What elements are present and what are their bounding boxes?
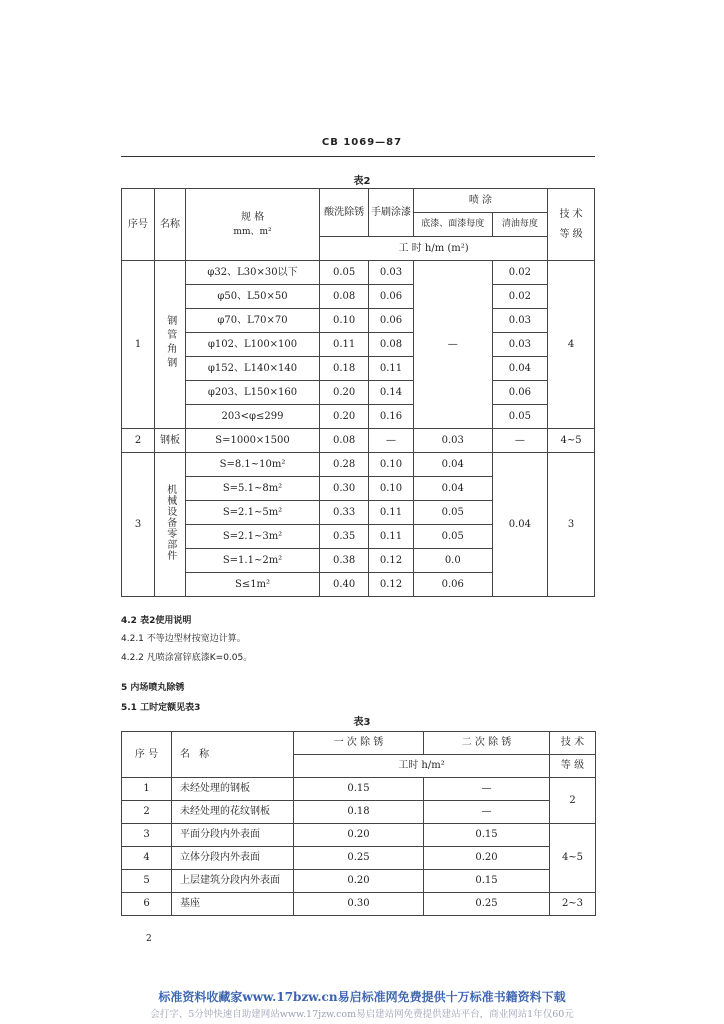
t3-grade-6: 2~3 <box>550 893 596 916</box>
t2-cell: 0.04 <box>413 453 492 477</box>
t2-cell: 0.18 <box>320 357 369 381</box>
t2-cell: — <box>492 429 547 453</box>
t2-spec-header <box>185 189 319 261</box>
t3-grade-3-5: 4~5 <box>550 824 596 893</box>
t3-cell: 1 <box>122 778 172 801</box>
table-row <box>122 261 595 285</box>
t3-cell: — <box>424 801 550 824</box>
t3-name-header: 名 称 <box>172 732 294 778</box>
table3-caption: 表3 <box>353 717 371 728</box>
t2-cell: 0.08 <box>320 285 369 309</box>
t2-g1-seq: 1 <box>122 261 155 429</box>
page-number: 2 <box>146 934 152 944</box>
note-4-2: 4.2 表2使用说明 <box>121 616 192 626</box>
table-row <box>122 357 595 381</box>
t2-cell: 0.28 <box>320 453 369 477</box>
t3-cell: 4 <box>122 847 172 870</box>
t2-cell: 0.05 <box>413 501 492 525</box>
table-row <box>122 778 596 801</box>
t2-cell: 0.05 <box>320 261 369 285</box>
t2-cell: φ102、L100×100 <box>185 333 319 357</box>
t2-cell: 0.06 <box>369 285 414 309</box>
t2-g1-spray: — <box>413 261 492 429</box>
t2-g3-seq: 3 <box>122 453 155 597</box>
t3-cell: 未经处理的钢板 <box>172 778 294 801</box>
t2-grade-label: 等 级 <box>559 228 583 240</box>
t3-cell: 未经处理的花纹钢板 <box>172 801 294 824</box>
t3-cell: 0.30 <box>294 893 424 916</box>
t3-cell: 0.15 <box>424 870 550 893</box>
t2-cell: 0.06 <box>413 573 492 597</box>
t2-cell: S=2.1~3m² <box>185 525 319 549</box>
table2 <box>121 188 595 597</box>
t2-spray-sub1: 底漆、面漆每度 <box>413 213 492 237</box>
t2-cell: 0.11 <box>369 525 414 549</box>
header-rule <box>121 156 595 157</box>
table-row <box>122 405 595 429</box>
table-row <box>122 429 595 453</box>
t2-g2-name: 钢板 <box>155 429 186 453</box>
t3-cell: — <box>424 778 550 801</box>
t2-cell: 0.06 <box>492 381 547 405</box>
t2-spray-sub2: 清油每度 <box>492 213 547 237</box>
t2-cell: — <box>369 429 414 453</box>
t2-cell: 0.03 <box>492 309 547 333</box>
t2-tech-label: 技 术 <box>559 209 583 220</box>
t2-spray-header: 喷 涂 <box>413 189 547 213</box>
table-row <box>122 309 595 333</box>
t3-tech-header: 技 术 <box>550 732 596 755</box>
note-4-2-1: 4.2.1 不等边型材按宽边计算。 <box>121 634 246 644</box>
t3-cell: 0.20 <box>294 870 424 893</box>
t2-cell: 0.03 <box>413 429 492 453</box>
t2-cell: S=8.1~10m² <box>185 453 319 477</box>
t2-cell: 0.06 <box>369 309 414 333</box>
t3-cell: 0.20 <box>294 824 424 847</box>
t2-cell: φ70、L70×70 <box>185 309 319 333</box>
table-row <box>122 453 595 477</box>
t3-cell: 0.15 <box>294 778 424 801</box>
t2-g2-grade: 4~5 <box>548 429 595 453</box>
t3-seq-header: 序 号 <box>122 732 172 778</box>
t2-g3-name <box>155 453 186 597</box>
t2-acid-header: 酸洗除锈 <box>320 189 369 237</box>
t2-name-header: 名称 <box>155 189 186 261</box>
table-row <box>122 893 596 916</box>
t3-grade-header: 等 级 <box>550 755 596 778</box>
t2-cell: 0.38 <box>320 549 369 573</box>
table2-caption: 表2 <box>353 176 371 187</box>
t2-cell: 0.10 <box>369 477 414 501</box>
t2-cell: 0.20 <box>320 381 369 405</box>
t2-cell: 0.03 <box>369 261 414 285</box>
t2-seq-header: 序号 <box>122 189 155 261</box>
t2-cell: 0.11 <box>369 501 414 525</box>
t3-cell: 3 <box>122 824 172 847</box>
footer-line-1: 标准资料收藏家www.17bzw.cn易启标准网免费提供十万标准书籍资料下载 <box>158 990 566 1004</box>
t2-cell: S≤1m² <box>185 573 319 597</box>
t2-cell: 0.16 <box>369 405 414 429</box>
footer-line-2: 会打字、5分钟快速自助建网站www.17jzw.com易启建站网免费提供建站平台，商业网站1年仅60元 <box>150 1009 574 1020</box>
t2-cell: 0.14 <box>369 381 414 405</box>
table3 <box>121 731 596 916</box>
t2-cell: S=1000×1500 <box>185 429 319 453</box>
t2-cell: 0.10 <box>320 309 369 333</box>
table-row <box>122 285 595 309</box>
t2-unit-row: 工 时 h/m (m²) <box>320 237 548 261</box>
t2-cell: 0.12 <box>369 573 414 597</box>
t2-cell: 0.08 <box>320 429 369 453</box>
t3-cell: 上层建筑分段内外表面 <box>172 870 294 893</box>
t2-cell: 0.30 <box>320 477 369 501</box>
t2-g1-grade: 4 <box>548 261 595 429</box>
t2-cell: φ152、L140×140 <box>185 357 319 381</box>
t3-cell: 基座 <box>172 893 294 916</box>
t2-cell: 0.10 <box>369 453 414 477</box>
table-row <box>122 381 595 405</box>
document-header: CB 1069—87 <box>321 137 403 148</box>
table-row <box>122 333 595 357</box>
t3-cell: 平面分段内外表面 <box>172 824 294 847</box>
t3-cell: 5 <box>122 870 172 893</box>
t2-cell: 0.04 <box>492 357 547 381</box>
t3-second-header: 二 次 除 锈 <box>424 732 550 755</box>
t2-cell: 0.03 <box>492 333 547 357</box>
t2-hand-header: 手刷涂漆 <box>369 189 414 237</box>
t2-g3-oil: 0.04 <box>492 453 547 597</box>
t3-cell: 0.25 <box>294 847 424 870</box>
t2-g1-name-text: 钢管角钢 <box>164 314 176 371</box>
t2-cell: 0.02 <box>492 285 547 309</box>
note-4-2-2: 4.2.2 凡喷涂富锌底漆K=0.05。 <box>121 653 253 663</box>
t2-cell: S=1.1~2m² <box>185 549 319 573</box>
t2-cell: φ32、L30×30以下 <box>185 261 319 285</box>
t2-spec-label: 规 格 <box>240 211 265 223</box>
t3-cell: 0.25 <box>424 893 550 916</box>
t3-cell: 0.18 <box>294 801 424 824</box>
t2-g3-name-text: 机械设备零部件 <box>164 484 176 562</box>
t2-cell: 0.04 <box>413 477 492 501</box>
t3-cell: 6 <box>122 893 172 916</box>
t2-g1-name <box>155 261 186 429</box>
t2-cell: 0.35 <box>320 525 369 549</box>
t2-cell: 0.02 <box>492 261 547 285</box>
t2-cell: 0.11 <box>369 357 414 381</box>
t2-cell: 0.05 <box>413 525 492 549</box>
t2-cell: 0.08 <box>369 333 414 357</box>
t2-cell: 0.40 <box>320 573 369 597</box>
t3-cell: 0.15 <box>424 824 550 847</box>
t2-cell: 0.12 <box>369 549 414 573</box>
table-row <box>122 824 596 847</box>
t2-g2-seq: 2 <box>122 429 155 453</box>
t3-first-header: 一 次 除 锈 <box>294 732 424 755</box>
t2-cell: 203<φ≤299 <box>185 405 319 429</box>
t2-cell: 0.11 <box>320 333 369 357</box>
t2-spec-unit: mm、m² <box>233 227 272 238</box>
t2-cell: φ50、L50×50 <box>185 285 319 309</box>
t2-cell: S=2.1~5m² <box>185 501 319 525</box>
table-row <box>122 870 596 893</box>
t2-cell: 0.33 <box>320 501 369 525</box>
t2-cell: 0.0 <box>413 549 492 573</box>
section-5: 5 内场喷丸除锈 <box>121 683 185 693</box>
t2-tech-header <box>548 189 595 261</box>
t2-cell: φ203、L150×160 <box>185 381 319 405</box>
t2-g3-grade: 3 <box>548 453 595 597</box>
table-row <box>122 847 596 870</box>
t3-cell: 立体分段内外表面 <box>172 847 294 870</box>
t2-cell: 0.20 <box>320 405 369 429</box>
t2-cell: S=5.1~8m² <box>185 477 319 501</box>
t3-unit-row: 工时 h/m² <box>294 755 550 778</box>
table-row <box>122 801 596 824</box>
t2-cell: 0.05 <box>492 405 547 429</box>
t3-grade-1-2: 2 <box>550 778 596 824</box>
section-5-1: 5.1 工时定额见表3 <box>121 703 201 713</box>
t3-cell: 2 <box>122 801 172 824</box>
t3-cell: 0.20 <box>424 847 550 870</box>
